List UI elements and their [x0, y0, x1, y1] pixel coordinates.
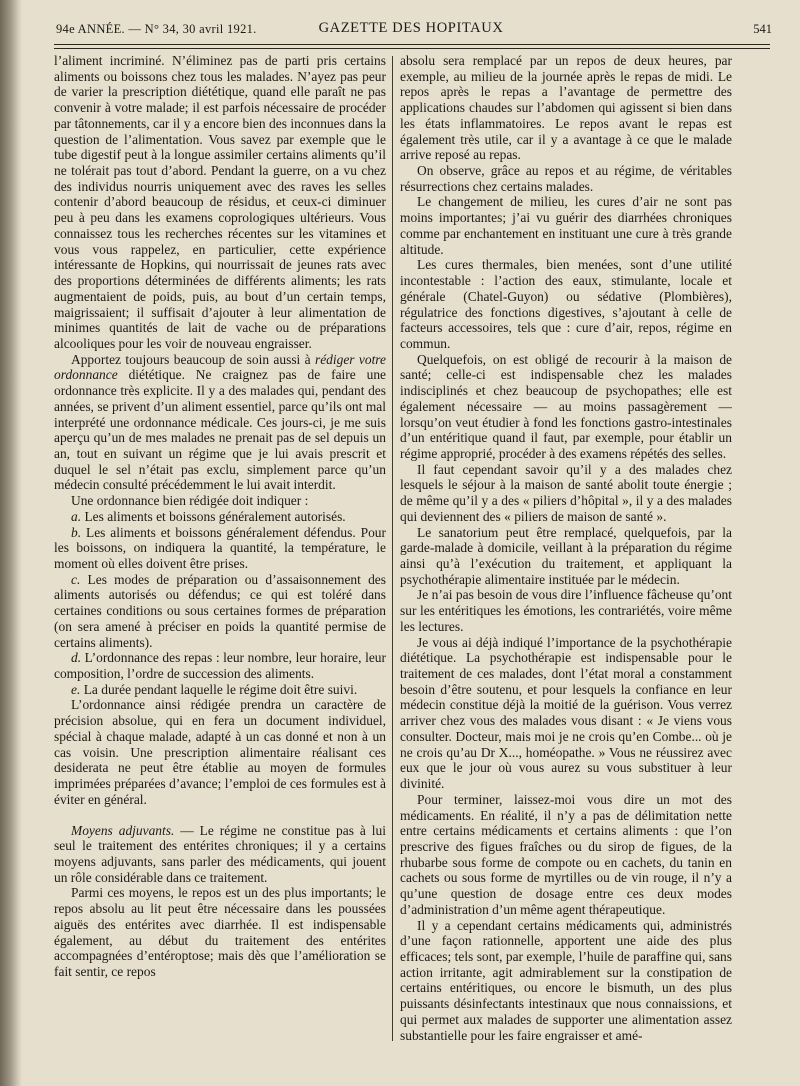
left-column-paragraph: Une ordonnance bien rédigée doit indiquer : [71, 493, 309, 509]
right-column-paragraph: Je n’ai pas besoin de vous dire l’influence fâcheuse qu’ont sur les entéritiques les émotions, les contrariétés, voire même les lectures. [400, 587, 732, 634]
left-column-paragraph: l’aliment incriminé. N’éliminez pas de parti pris certains aliments ou boissons chez tous les malades. N’ayez pas peur de varier la prescription diététique, quand elle paraît ne pas convenir à votre malade; il est parfois nécessaire de procéder par tâtonnements, car il y a encore bien des inconnues dans la question de l’alimentation. Vous savez par exemple que le tube digestif peut à la longue assimiler certains aliments qu’il ne tolérait pas tout d’abord. Pendant la guerre, on a vu chez des individus nourris uniquement avec des raves les selles contenir d’abord beaucoup de résidus, et ceux-ci diminuer peu à peu dans les examens coprologiques ultérieurs. Vous connaissez tous les recherches récentes sur les vitamines et vous vous rappelez, en particulier, cette expérience intéressante de Hopkins, qui nourrissait de jeunes rats avec des proportions déterminées de différents aliments; les rats augmentaient de poids, puis, au bout d’un certain temps, maigrissaient; il suffisait d’ajouter à leur alimentation de minimes quantités de lait de vache ou de préparations alcooliques pour les voir de nouveau engraisser. [54, 53, 386, 351]
right-column-paragraph: Il faut cependant savoir qu’il y a des malades chez lesquels le séjour à la maison de santé abolit toute énergie ; de même qu’il y a des « piliers d’hôpital », il y a des malades qui deviennent des « piliers de maison de santé ». [400, 461, 732, 524]
right-column-paragraph: Le sanatorium peut être remplacé, quelquefois, par la garde-malade à domicile, veillant à la préparation du régime ainsi qu’à l’exécution du traitement, et appliquant la psychothérapie alimentaire instituée par le médecin. [400, 524, 732, 587]
right-column-paragraph: Quelquefois, on est obligé de recourir à la maison de santé; celle-ci est indispensable chez les malades indisciplinés et chez beaucoup de psychopathes; elle est également nécessaire — au moins passagèrement — lorsqu’on veut étudier à fond les fonctions gastro-intestinales d’un entéritique quand il faut, par exemple, pour établir un régime approprié, procéder à des examens répétés des selles. [400, 351, 732, 461]
right-column-paragraph: Le changement de milieu, les cures d’air ne sont pas moins importantes; j’ai vu guérir des diarrhées chroniques comme par enchantement en instituant une cure à très grande altitude. [400, 194, 732, 257]
right-column-paragraph: Les cures thermales, bien menées, sont d’une utilité incontestable : l’action des eaux, stimulante, locale et générale (Chatel-Guyon) ou sédative (Plombières), régulatrice des fonctions digestives, s’ajoutant à celle de facteurs accessoires, tels que : cure d’air, repos, régime en commun. [400, 257, 732, 351]
header-rule-thin [54, 48, 770, 49]
page-header [50, 22, 772, 40]
left-column-paragraph: e. La durée pendant laquelle le régime doit être suivi. [71, 681, 358, 697]
left-column-paragraph: Moyens adjuvants. — Le régime ne constitue pas à lui seul le traitement des entérites chroniques; il y a certains moyens adjuvants, sans parler des médicaments, qui jouent un rôle considérable dans ce traitement. [54, 822, 386, 885]
book-binding-shadow [0, 0, 22, 1086]
left-column-paragraph: a. Les aliments et boissons généralement autorisés. [71, 508, 346, 524]
header-rule [54, 44, 770, 45]
left-column-paragraph: c. Les modes de préparation ou d’assaisonnement des aliments autorisés ou défendus; ce qui est toléré dans certaines conditions ou sous certaines formes de préparation (on sera amené à préciser en poids la quantité permise de certains aliments). [54, 571, 386, 650]
left-column-paragraph: Parmi ces moyens, le repos est un des plus importants; le repos absolu au lit peut être nécessaire dans les poussées aiguës des entérites avec diarrhée. Il est indispensable également, au début du traitement des entérites accompagnées d’entéroptose; mais dès que l’amélioration se fait sentir, ce repos [54, 885, 386, 979]
left-column-paragraph: b. Les aliments et boissons généralement défendus. Pour les boissons, on indiquera la quantité, la température, le moment où elles doivent être prises. [54, 524, 386, 571]
right-column-paragraph: Je vous ai déjà indiqué l’importance de la psychothérapie diététique. La psychothérapie est indispensable pour le traitement de ces malades, dont l’état moral a constamment besoin d’être soutenu, et pour lesquels la confiance en leur médecin constitue déjà la moitié de la guérison. Vous verrez arriver chez vous des malades vous disant : « Je viens vous consulter. Docteur, mais moi je ne crois qu’en Combe... où je ne crois qu’au Dr X..., homéopathe. » Vous ne réussirez avec eux que le jour où vous aurez su vous substituer à leur divinité. [400, 634, 732, 792]
newspaper-page [26, 0, 800, 1086]
left-column [54, 53, 386, 1078]
right-column-paragraph: On observe, grâce au repos et au régime, de véritables résurrections chez certains malades. [400, 163, 732, 194]
page-number: 541 [753, 22, 772, 36]
left-column-paragraph: Apportez toujours beaucoup de soin aussi à rédiger votre ordonnance diététique. Ne craignez pas de faire une ordonnance très explicite. Il y a des malades qui, pendant des années, se privent d’un aliment essentiel, parce qu’ils ont mal interprété une ordonnance médicale. Ces jours-ci, je me suis aperçu qu’un de mes malades ne prenait pas de sel depuis un an, tout en suivant un régime que je lui avais prescrit et duquel le sel n’était pas exclu, simplement parce qu’un médecin consulté précédemment le lui avait interdit. [54, 351, 386, 493]
left-column-paragraph: L’ordonnance ainsi rédigée prendra un caractère de précision absolue, qui en fera un document individuel, spécial à chaque malade, adapté à un cas donné et non à un cas voisin. Une prescription alimentaire réalisant ces desiderata ne peut être établie au moyen de formules imprimées préparées d’avance; l’emploi de ces formules est à éviter en général. [54, 697, 386, 807]
right-column-paragraph: absolu sera remplacé par un repos de deux heures, par exemple, au milieu de la journée après le repas de midi. Le repos après le repas a l’avantage de permettre des applications chaudes sur l’abdomen qui agissent si bien dans les états inflammatoires. Le repos avant le repas est également très utile, car il y a avantage à ce que le malade arrive reposé au repas. [400, 53, 732, 163]
right-column-paragraph: Il y a cependant certains médicaments qui, administrés d’une façon rationnelle, apportent une aide des plus efficaces; tels sont, par exemple, l’huile de paraffine qui, sans action irritante, agit admirablement sur la constipation de certains entéritiques, ou encore le bismuth, un des plus puissants désinfectants intestinaux que nous connaissions, et qui permet aux malades de supporter une alimentation assez substantielle pour les faire engraisser et amé- [400, 917, 732, 1043]
column-separator [392, 56, 393, 1041]
right-column-paragraph: Pour terminer, laissez-moi vous dire un mot des médicaments. En réalité, il n’y a pas de délimitation nette entre certains médicaments et certains aliments : que l’on prescrive des figues fraîches ou du sirop de figues, de la rhubarbe sous forme de compote ou en cachets, du tanin en cachets ou sous forme de myrtilles ou de vin rouge, il n’y a qu’une question de dosage entre ces deux modes d’administration d’un même agent thérapeutique. [400, 791, 732, 917]
issue-info: 94e ANNÉE. — N° 34, 30 avril 1921. [56, 22, 257, 36]
left-column-paragraph: d. L’ordonnance des repas : leur nombre, leur horaire, leur composition, l’ordre de succession des aliments. [54, 650, 386, 682]
right-column [400, 53, 732, 1078]
publication-title: GAZETTE DES HOPITAUX [318, 20, 504, 36]
